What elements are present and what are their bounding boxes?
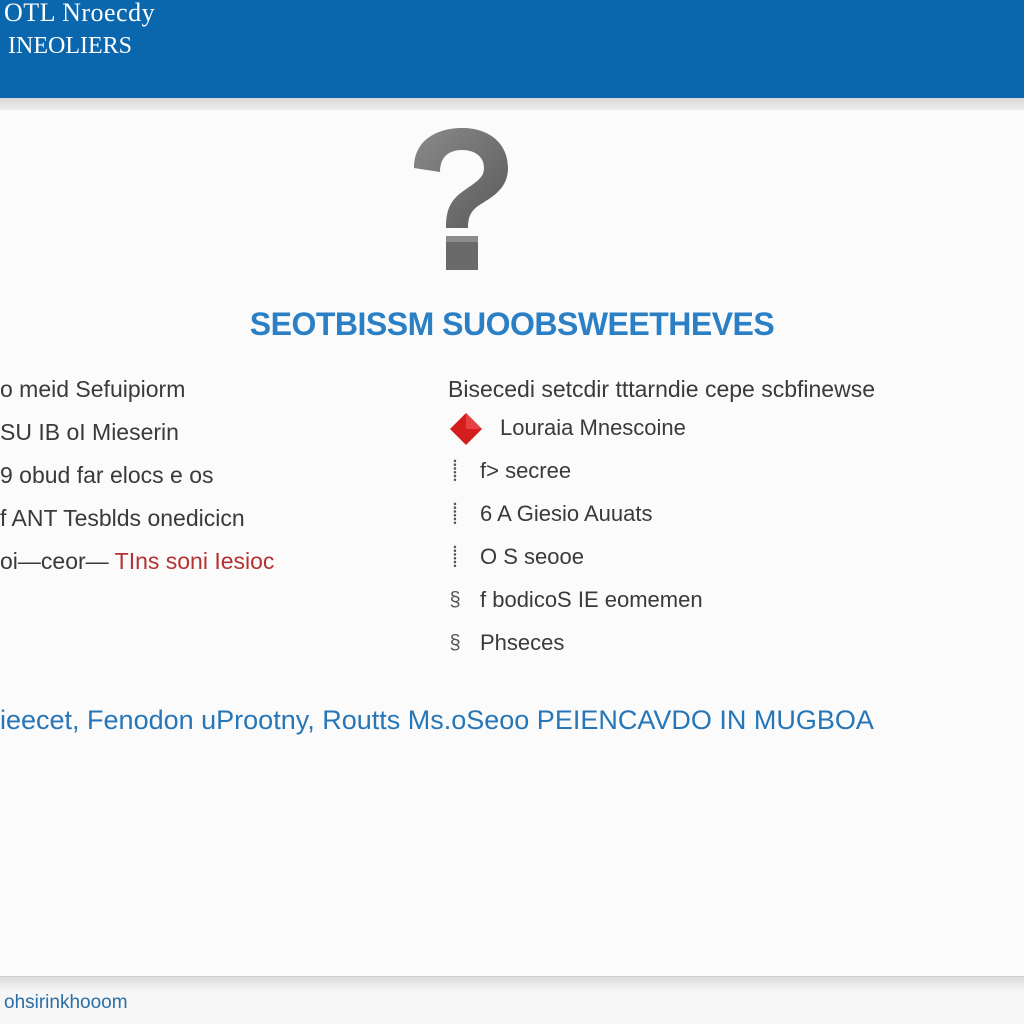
- app-header: [0, 0, 1024, 98]
- right-list-item-label: 6 A Giesio Auuats: [480, 501, 653, 526]
- right-list-item[interactable]: [444, 580, 1024, 623]
- right-list-item[interactable]: [444, 623, 1024, 666]
- right-list-item[interactable]: [444, 451, 1024, 494]
- right-list-item-label: f bodicoS IE eomemen: [480, 587, 703, 612]
- left-list-item: o meid Sefuipiorm: [0, 376, 186, 402]
- app-title: OTL Nroecdy: [4, 0, 156, 27]
- dialog-heading: SEOTBISSM SUOOBSWEETHEVES: [249, 306, 775, 342]
- bullet-icon: §: [449, 632, 461, 654]
- status-bar: [0, 976, 1024, 1024]
- right-list: [444, 370, 1024, 666]
- right-list-item-label: Louraia Mnescoine: [500, 415, 686, 440]
- bullet-icon: §: [449, 589, 461, 611]
- left-list-item: SU IB oI Mieserin: [0, 419, 179, 445]
- left-list-item-prefix: oi—ceor—: [0, 548, 109, 574]
- left-list-item: f ANT Tesblds onedicicn: [0, 505, 245, 531]
- right-list-item[interactable]: [444, 494, 1024, 537]
- right-list-item[interactable]: [444, 537, 1024, 580]
- app-subtitle: INEOLIERS: [8, 33, 132, 59]
- left-list-item: 9 obud far elocs e os: [0, 462, 214, 488]
- left-list: [0, 370, 420, 585]
- right-list-header: Bisecedi setcdir tttarndie cepe scbfinewse: [448, 376, 875, 402]
- bullet-icon: ⸽: [452, 546, 458, 568]
- right-list-item-label: f> secree: [480, 458, 572, 483]
- header-divider: [0, 98, 1024, 110]
- status-text: ohsirinkhooom: [4, 992, 128, 1013]
- left-list-item: [0, 542, 420, 585]
- right-list-item-label: Phseces: [480, 630, 565, 655]
- red-diamond-icon: [448, 411, 484, 447]
- footer-link[interactable]: ieecet, Fenodon uProotny, Routts Ms.oSeoo PEIENCAVDO IN MUGBOA: [0, 705, 874, 735]
- right-list-item[interactable]: [444, 408, 1024, 451]
- left-list-item-label: TIns soni Iesioc: [114, 548, 275, 574]
- bullet-icon: ⸽: [452, 460, 458, 482]
- question-mark-icon: [404, 124, 514, 274]
- right-list-item-label: O S seooe: [480, 544, 584, 569]
- bullet-icon: ⸽: [452, 503, 458, 525]
